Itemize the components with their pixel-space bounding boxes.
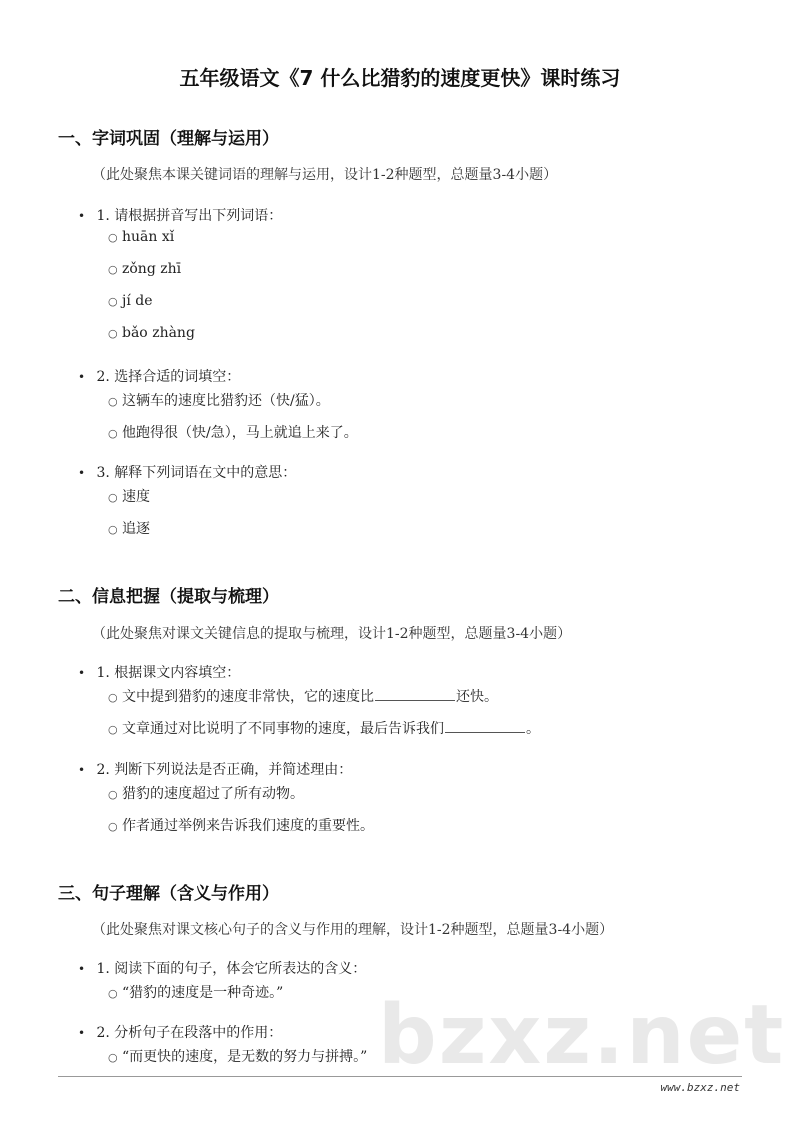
list-item: ○ 这辆车的速度比猎豹还（快/猛）。 — [108, 393, 330, 409]
question-number: 2. — [96, 762, 110, 778]
question-number: 2. — [96, 1025, 110, 1041]
circle-bullet-icon: ○ — [108, 820, 118, 833]
question-text: 选择合适的词填空： — [114, 369, 241, 385]
bullet-icon: • — [78, 466, 86, 480]
fill-blank — [375, 686, 455, 701]
question-text: 阅读下面的句子，体会它所表达的含义： — [114, 961, 367, 977]
circle-bullet-icon: ○ — [108, 1051, 118, 1064]
question-number: 1. — [96, 961, 110, 977]
question-text: 请根据拼音写出下列词语： — [114, 208, 283, 224]
question-number: 3. — [96, 465, 110, 481]
list-item: ○ “而更快的速度，是无数的努力与拼搏。” — [108, 1049, 368, 1065]
circle-bullet-icon: ○ — [108, 327, 118, 340]
circle-bullet-icon: ○ — [108, 231, 118, 244]
circle-bullet-icon: ○ — [108, 691, 118, 704]
section-note-1: （此处聚焦本课关键词语的理解与运用，设计1-2种题型，总题量3-4小题） — [92, 167, 558, 183]
bullet-icon: • — [78, 666, 86, 680]
footer-divider — [58, 1076, 742, 1077]
bullet-icon: • — [78, 763, 86, 777]
circle-bullet-icon: ○ — [108, 395, 118, 408]
circle-bullet-icon: ○ — [108, 788, 118, 801]
question-1-2 — [78, 366, 240, 386]
circle-bullet-icon: ○ — [108, 491, 118, 504]
section-note-2: （此处聚焦对课文关键信息的提取与梳理，设计1-2种题型，总题量3-4小题） — [92, 626, 572, 642]
circle-bullet-icon: ○ — [108, 723, 118, 736]
footer-url: www.bzxz.net — [660, 1081, 740, 1094]
bullet-icon: • — [78, 1026, 86, 1040]
question-3-1 — [78, 958, 366, 978]
question-number: 1. — [96, 665, 110, 681]
circle-bullet-icon: ○ — [108, 987, 118, 1000]
circle-bullet-icon: ○ — [108, 523, 118, 536]
bullet-icon: • — [78, 370, 86, 384]
question-2-2 — [78, 759, 352, 779]
list-item: ○ jí de — [108, 293, 153, 309]
list-item: ○ 文章通过对比说明了不同事物的速度，最后告诉我们 。 — [108, 718, 540, 738]
section-heading-1: 一、字词巩固（理解与运用） — [58, 129, 279, 149]
page-title: 五年级语文《7 什么比猎豹的速度更快》课时练习 — [179, 66, 621, 90]
list-item: ○ 速度 — [108, 489, 150, 505]
question-number: 1. — [96, 208, 110, 224]
question-1-3 — [78, 462, 296, 482]
question-text: 判断下列说法是否正确，并简述理由： — [114, 762, 353, 778]
fill-blank — [445, 718, 525, 733]
list-item: ○ huān xǐ — [108, 229, 175, 245]
bullet-icon: • — [78, 209, 86, 223]
list-item: ○ 猎豹的速度超过了所有动物。 — [108, 786, 304, 802]
section-heading-2: 二、信息把握（提取与梳理） — [58, 587, 279, 607]
section-note-3: （此处聚焦对课文核心句子的含义与作用的理解，设计1-2种题型，总题量3-4小题） — [92, 922, 614, 938]
question-1-1 — [78, 205, 282, 225]
section-heading-3: 三、句子理解（含义与作用） — [58, 884, 279, 904]
question-2-1 — [78, 662, 240, 682]
question-text: 解释下列词语在文中的意思： — [114, 465, 297, 481]
watermark: bzxz.net — [378, 988, 786, 1083]
list-item: ○ 文中提到猎豹的速度非常快，它的速度比 还快。 — [108, 686, 498, 706]
question-number: 2. — [96, 369, 110, 385]
circle-bullet-icon: ○ — [108, 263, 118, 276]
list-item: ○ zǒng zhī — [108, 261, 182, 277]
list-item: ○ “猎豹的速度是一种奇迹。” — [108, 985, 284, 1001]
question-3-2 — [78, 1022, 282, 1042]
circle-bullet-icon: ○ — [108, 295, 118, 308]
circle-bullet-icon: ○ — [108, 427, 118, 440]
list-item: ○ 作者通过举例来告诉我们速度的重要性。 — [108, 818, 374, 834]
list-item: ○ 他跑得很（快/急），马上就追上来了。 — [108, 425, 358, 441]
question-text: 分析句子在段落中的作用： — [114, 1025, 283, 1041]
bullet-icon: • — [78, 962, 86, 976]
question-text: 根据课文内容填空： — [114, 665, 241, 681]
list-item: ○ bǎo zhàng — [108, 325, 195, 341]
list-item: ○ 追逐 — [108, 521, 150, 537]
